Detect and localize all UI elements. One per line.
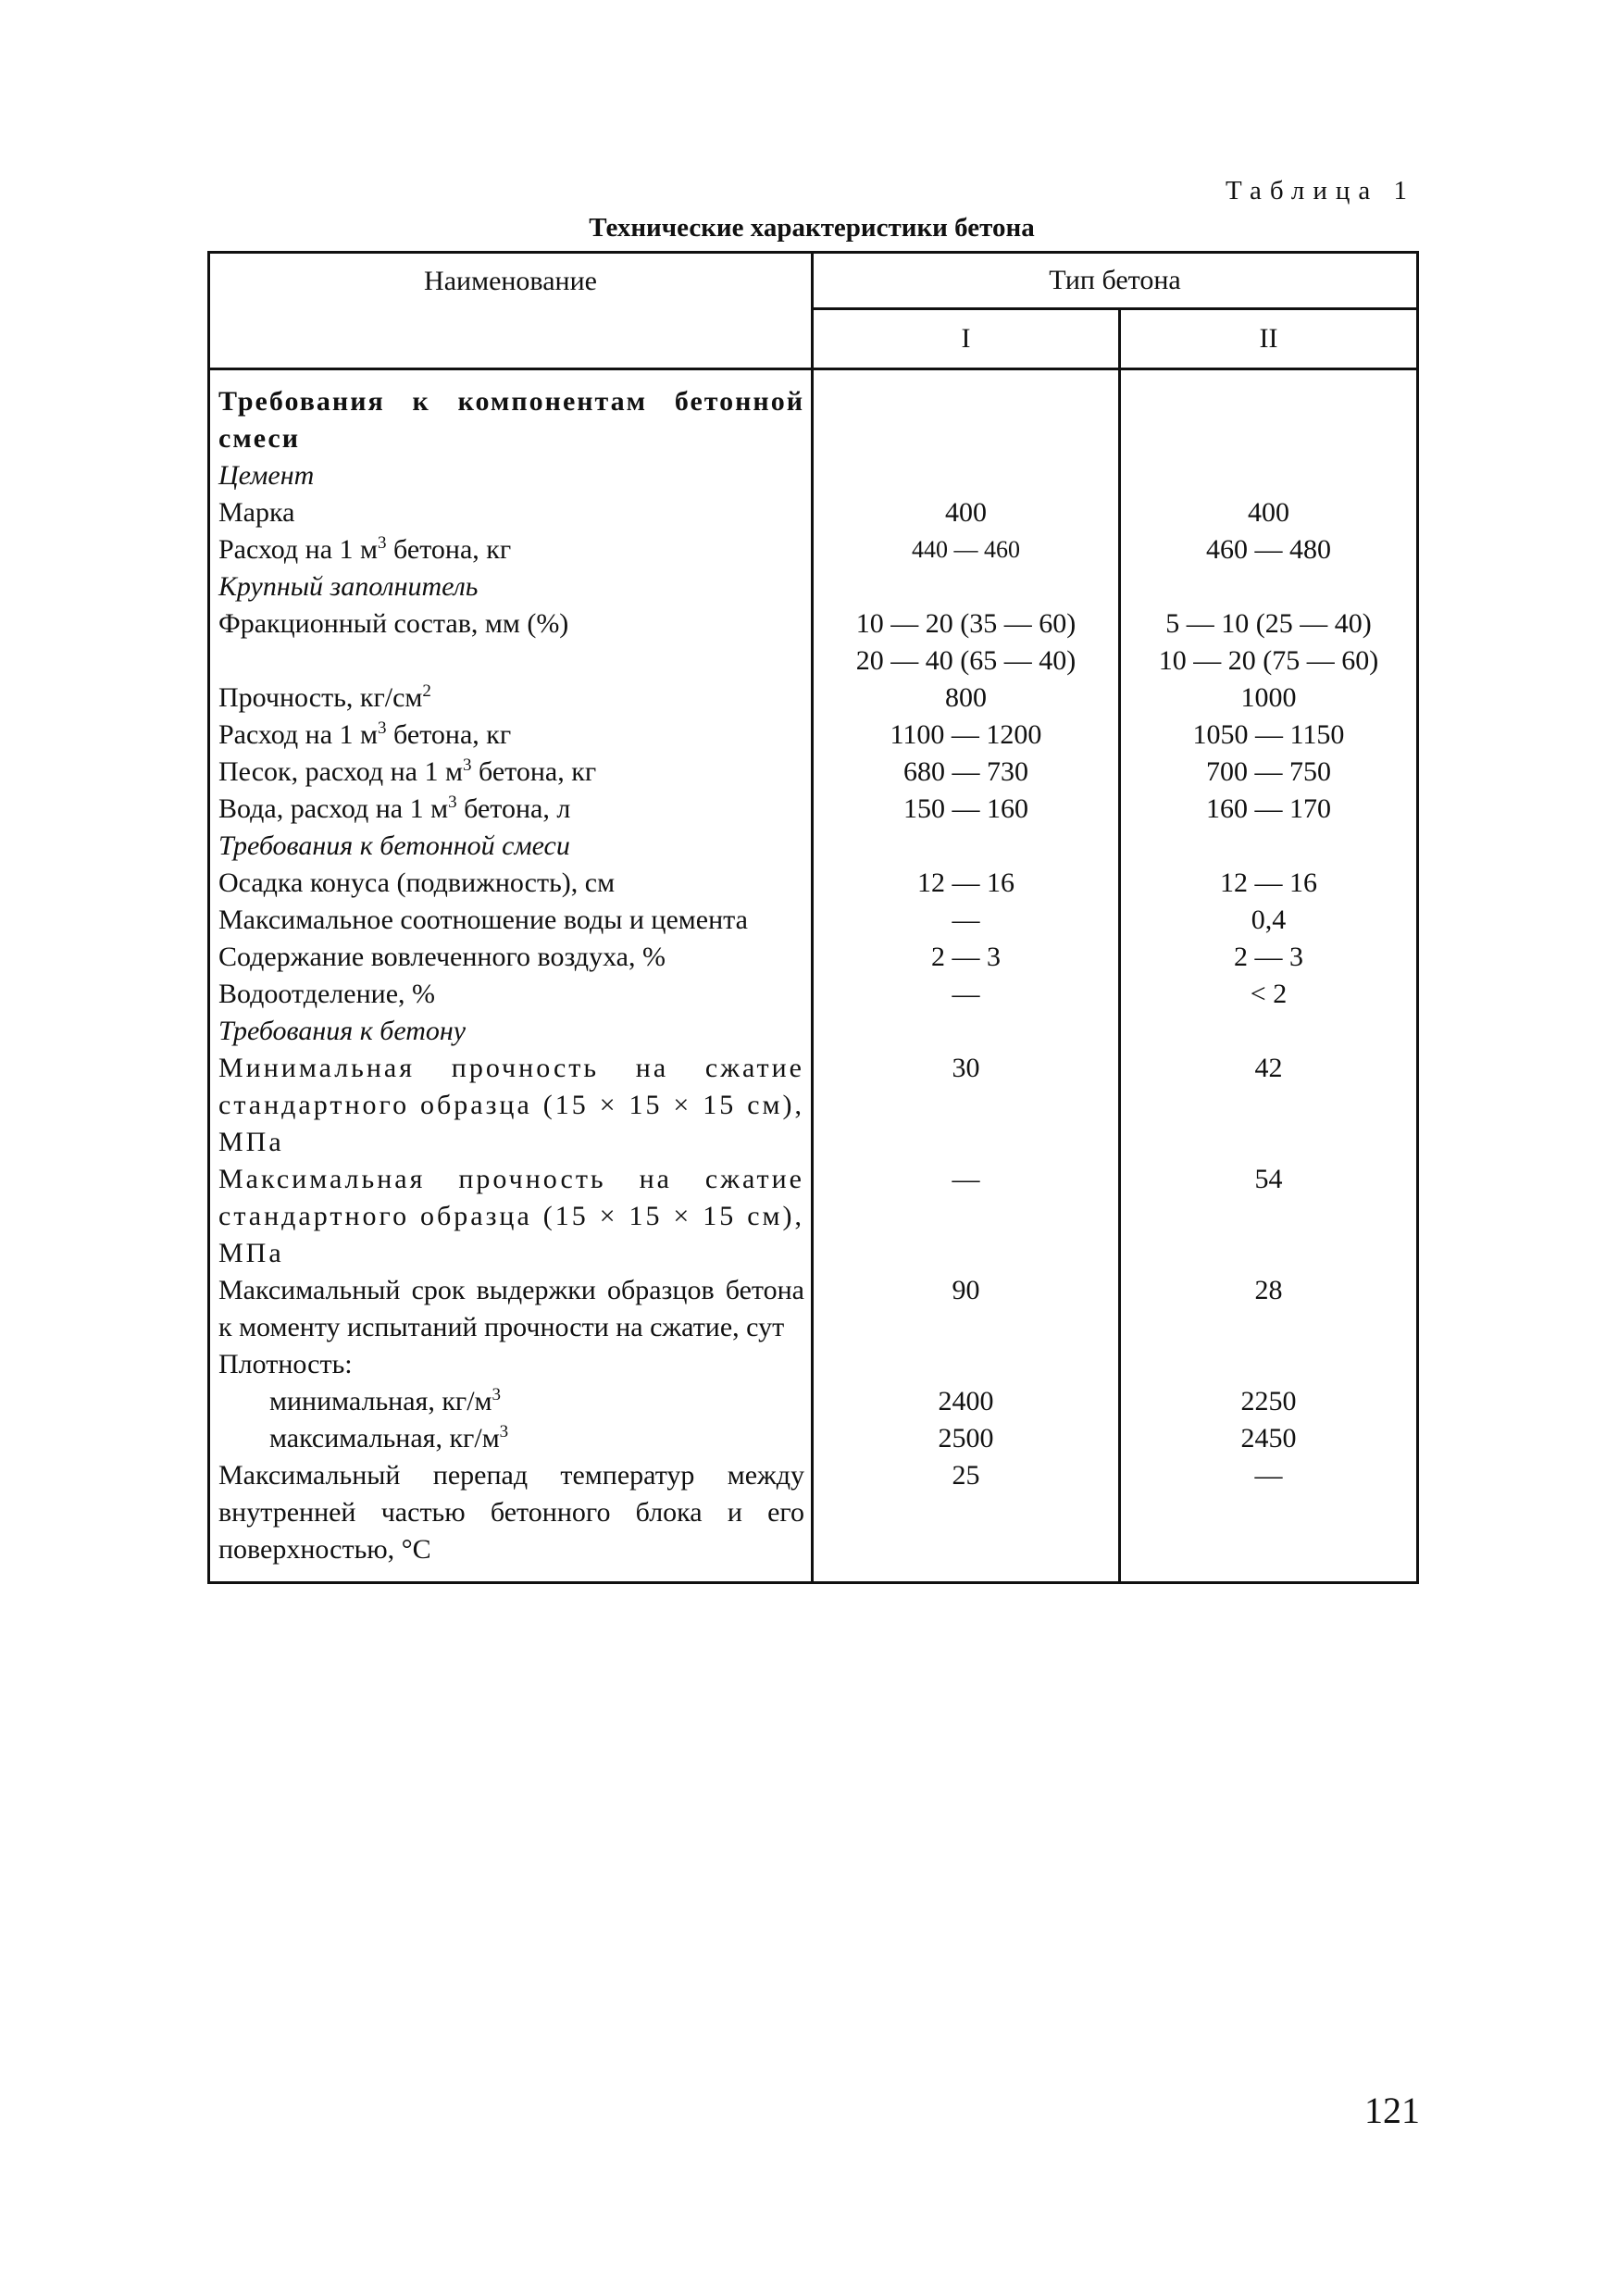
type-i-value: 680 — 730 (813, 754, 1120, 791)
row-name: Требования к бетону (209, 1013, 813, 1050)
row-name: Фракционный состав, мм (%) (209, 605, 813, 643)
type-i-value: 2500 (813, 1420, 1120, 1457)
type-ii-value: 2250 (1120, 1383, 1418, 1420)
type-ii-value: 12 — 16 (1120, 865, 1418, 902)
table-row (209, 1050, 1418, 1161)
table-label: Таблица 1 (1225, 176, 1415, 206)
type-ii-value: 460 — 480 (1120, 531, 1418, 568)
row-name: Максимальный перепад температур между внутренней частью бетонного блока и его поверхностью, °С (209, 1457, 813, 1583)
row-name: Водоотделение, % (209, 976, 813, 1013)
type-i-value (813, 1346, 1120, 1383)
row-name: Марка (209, 494, 813, 531)
row-name: Содержание вовлеченного воздуха, % (209, 939, 813, 976)
type-i-value: 2400 (813, 1383, 1120, 1420)
type-i-value: 2 — 3 (813, 939, 1120, 976)
table-row (209, 791, 1418, 828)
type-i-value: — (813, 1161, 1120, 1272)
table-row (209, 902, 1418, 939)
table-row (209, 976, 1418, 1013)
row-name: Расход на 1 $м^3$ бетона, кг (209, 717, 813, 754)
page-number: 121 (1364, 2090, 1420, 2131)
table-row (209, 1013, 1418, 1050)
type-i-value: 25 (813, 1457, 1120, 1583)
type-i-value: — (813, 976, 1120, 1013)
type-ii-value (1120, 457, 1418, 494)
table-row (209, 828, 1418, 865)
table-row (209, 1420, 1418, 1457)
type-i-value (813, 568, 1120, 605)
table-row (209, 1383, 1418, 1420)
row-name: Максимальное соотношение воды и цемента (209, 902, 813, 939)
type-i-value: 800 (813, 680, 1120, 717)
table-row (209, 1161, 1418, 1272)
header-type-ii: II (1120, 309, 1418, 369)
type-ii-value: 2 — 3 (1120, 939, 1418, 976)
row-name: Цемент (209, 457, 813, 494)
table-row (209, 680, 1418, 717)
table-row (209, 939, 1418, 976)
type-ii-value: 42 (1120, 1050, 1418, 1161)
table-row (209, 717, 1418, 754)
table-row (209, 643, 1418, 680)
row-name: Плотность: (209, 1346, 813, 1383)
type-i-value: 30 (813, 1050, 1120, 1161)
table-row (209, 1457, 1418, 1583)
type-i-value: 10 — 20 (35 — 60) (813, 605, 1120, 643)
type-ii-value: 10 — 20 (75 — 60) (1120, 643, 1418, 680)
row-name: Требования к компонентам бетонной смеси (209, 369, 813, 458)
header-name: Наименование (209, 253, 813, 369)
row-name: Минимальная прочность на сжатие стандартного образца (15 × 15 × 15 см), МПа (209, 1050, 813, 1161)
table-row (209, 865, 1418, 902)
row-name: максимальная, $кг/м^3$ (209, 1420, 813, 1457)
type-ii-value: 160 — 170 (1120, 791, 1418, 828)
row-name: Максимальный срок выдержки образцов бетона к моменту испытаний прочности на сжатие, сут (209, 1272, 813, 1346)
table-row (209, 457, 1418, 494)
type-i-value (813, 369, 1120, 458)
type-i-value (813, 457, 1120, 494)
table-title: Технические характеристики бетона (589, 213, 1035, 243)
type-ii-value (1120, 828, 1418, 865)
concrete-spec-table (207, 251, 1419, 1584)
row-name: Песок, расход на 1 $м^3$ бетона, кг (209, 754, 813, 791)
type-i-value (813, 828, 1120, 865)
table-row (209, 754, 1418, 791)
type-ii-value: 0,4 (1120, 902, 1418, 939)
type-ii-value (1120, 1013, 1418, 1050)
table-row (209, 605, 1418, 643)
row-name: минимальная, $кг/м^3$ (209, 1383, 813, 1420)
type-ii-value: 400 (1120, 494, 1418, 531)
type-i-value: 440 — 460 (813, 531, 1120, 568)
table-body (209, 369, 1418, 1583)
table-row (209, 1272, 1418, 1346)
type-ii-value: 2450 (1120, 1420, 1418, 1457)
type-ii-value (1120, 568, 1418, 605)
table-row (209, 531, 1418, 568)
header-type-i: I (813, 309, 1120, 369)
table-row (209, 568, 1418, 605)
type-ii-value: 700 — 750 (1120, 754, 1418, 791)
type-ii-value: 28 (1120, 1272, 1418, 1346)
row-name (209, 643, 813, 680)
row-name: Вода, расход на 1 $м^3$ бетона, л (209, 791, 813, 828)
type-i-value: — (813, 902, 1120, 939)
type-i-value: 1100 — 1200 (813, 717, 1120, 754)
row-name: Крупный заполнитель (209, 568, 813, 605)
row-name: Расход на 1 $м^3$ бетона, кг (209, 531, 813, 568)
type-ii-value: — (1120, 1457, 1418, 1583)
type-ii-value (1120, 369, 1418, 458)
type-i-value: 90 (813, 1272, 1120, 1346)
row-name: Максимальная прочность на сжатие стандартного образца (15 × 15 × 15 см), МПа (209, 1161, 813, 1272)
type-i-value: 400 (813, 494, 1120, 531)
type-ii-value: 54 (1120, 1161, 1418, 1272)
table-row (209, 494, 1418, 531)
type-ii-value (1120, 1346, 1418, 1383)
row-name: Требования к бетонной смеси (209, 828, 813, 865)
type-i-value: 150 — 160 (813, 791, 1120, 828)
type-ii-value: 5 — 10 (25 — 40) (1120, 605, 1418, 643)
table-row (209, 1346, 1418, 1383)
row-name: Прочность, $кг/см^2$ (209, 680, 813, 717)
type-ii-value: 1000 (1120, 680, 1418, 717)
type-ii-value: 1050 — 1150 (1120, 717, 1418, 754)
table-row (209, 369, 1418, 458)
type-i-value (813, 1013, 1120, 1050)
type-i-value: 12 — 16 (813, 865, 1120, 902)
row-name: Осадка конуса (подвижность), см (209, 865, 813, 902)
header-type: Тип бетона (813, 253, 1418, 309)
type-ii-value: < 2 (1120, 976, 1418, 1013)
type-i-value: 20 — 40 (65 — 40) (813, 643, 1120, 680)
